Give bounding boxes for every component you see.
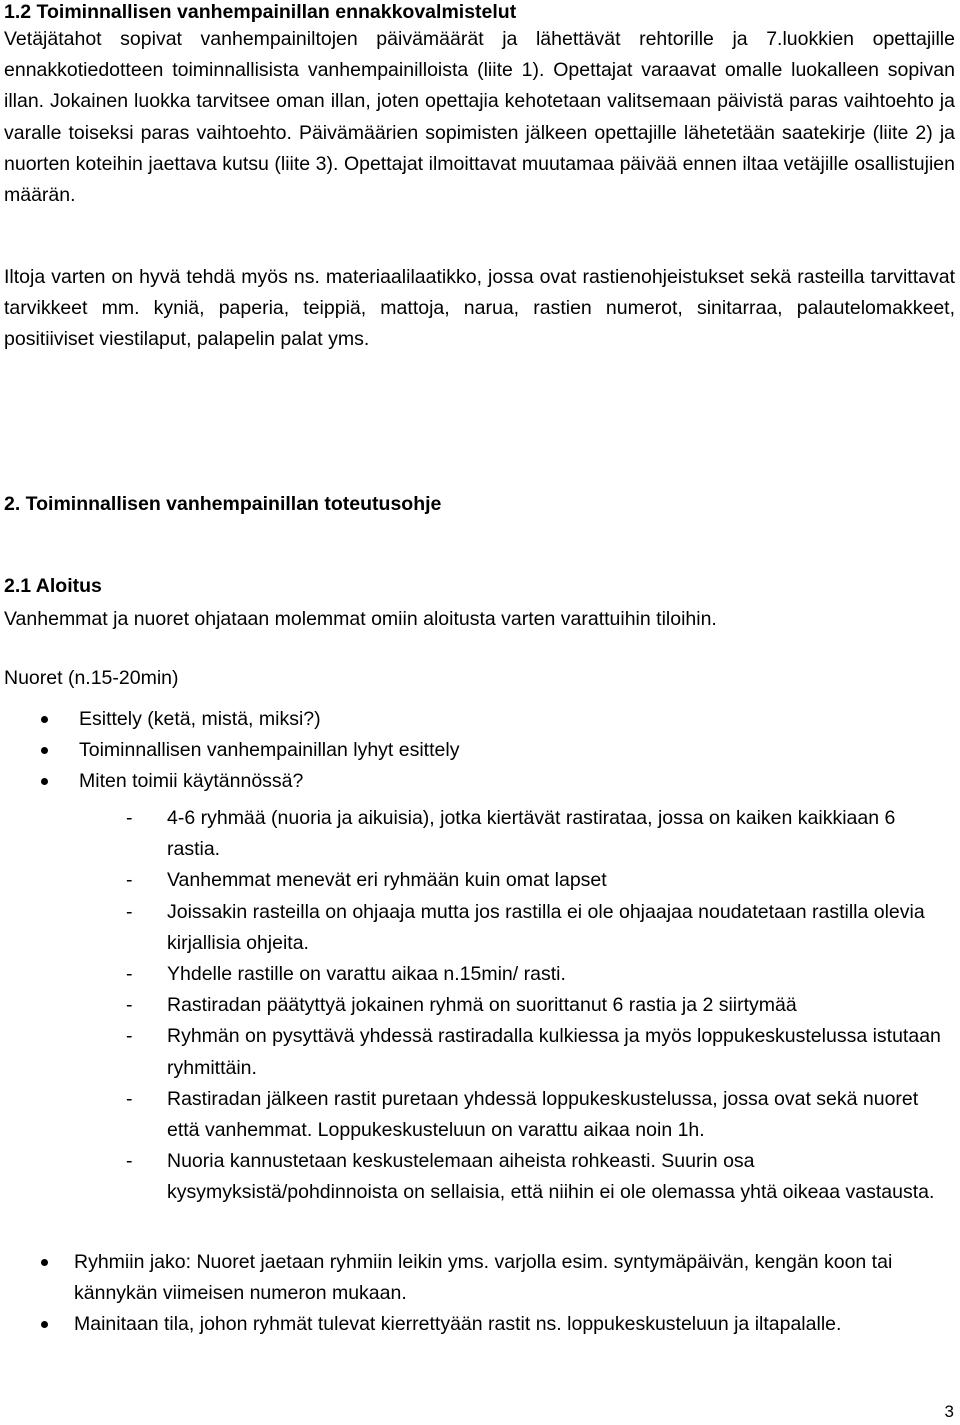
list-item (0, 1021, 960, 1083)
list-item-text: Nuoria kannustetaan keskustelemaan aiheista rohkeasti. Suurin osa kysymyksistä/pohdinnoista on sellaisia, että niihin ei ole olemassa yhtä oikeaa vastausta. (167, 1150, 935, 1204)
dash-marker: - (126, 1025, 133, 1048)
list-item (0, 990, 960, 1021)
grouping-bullet-list (0, 1247, 960, 1341)
youth-heading: Nuoret (n.15-20min) (4, 667, 179, 689)
section-heading-2: 2. Toiminnallisen vanhempainillan toteutusohje (4, 493, 442, 515)
dash-marker: - (126, 869, 133, 892)
dash-marker: - (126, 807, 133, 829)
section-paragraph-preparations: Vetäjätahot sopivat vanhempainiltojen päivämäärät ja lähettävät rehtorille ja 7.luokkien opettajille ennakkotiedotteen toiminnallisista vanhempainilloista (liite 1). Opettajat varaavat omalle luokalleen sopivan illan. Jokainen luokka tarvitsee oman illan, joten opettajia kehotetaan valitsemaan päivistä paras vaihtoehto ja varalle toiseksi paras vaihtoehto. Päivämäärien sopimisten jälkeen opettajille lähetetään saatekirje (liite 2) ja nuorten koteihin jaettava kutsu (liite 3). Opettajat ilmoittavat muutamaa päivää ennen iltaa vetäjille osallistujien määrän. (4, 28, 955, 207)
list-item-text: Yhdelle rastille on varattu aikaa n.15min/ rasti. (167, 963, 566, 986)
youth-bullet-list (0, 704, 960, 798)
list-item (0, 865, 960, 896)
list-item-text: Esittely (ketä, mistä, miksi?) (79, 708, 321, 730)
list-item-text: Joissakin rasteilla on ohjaaja mutta jos rastilla ei ole ohjaajaa noudatetaan rastilla olevia kirjallisia ohjeita. (167, 900, 925, 954)
section-heading-2-1: 2.1 Aloitus (4, 575, 102, 597)
dash-marker: - (126, 1087, 133, 1110)
list-item (0, 897, 960, 959)
list-item-text: Rastiradan jälkeen rastit puretaan yhdessä loppukeskustelussa, jossa ovat sekä nuoret että vanhemmat. Loppukeskusteluun on varattu aikaa noin 1h. (167, 1087, 919, 1142)
list-item (0, 1309, 960, 1340)
list-item-text: Miten toimii käytännössä? (79, 770, 304, 793)
list-item-text: Vanhemmat menevät eri ryhmään kuin omat lapset (167, 869, 607, 892)
section-intro: Vanhemmat ja nuoret ohjataan molemmat omiin aloitusta varten varattuihin tiloihin. (4, 608, 717, 630)
section-heading-1-2: 1.2 Toiminnallisen vanhempainillan ennakkovalmistelut (4, 1, 517, 23)
list-item-text: Ryhmiin jako: Nuoret jaetaan ryhmiin leikin yms. varjolla esim. syntymäpäivän, kengän koon tai kännykän viimeisen numeron mukaan. (74, 1251, 893, 1305)
bullet-icon (41, 1259, 48, 1266)
bullet-icon (41, 747, 48, 754)
list-item-text: 4-6 ryhmää (nuoria ja aikuisia), jotka kiertävät rastirataa, jossa on kaiken kaikkiaan 6 rastia. (167, 807, 896, 861)
list-item (0, 766, 960, 797)
list-item (0, 803, 960, 865)
dash-marker: - (126, 994, 133, 1017)
page-number: 3 (944, 1402, 954, 1421)
how-it-works-list (0, 803, 960, 1209)
bullet-icon (41, 716, 48, 723)
list-item (0, 704, 960, 735)
bullet-icon (41, 778, 48, 785)
list-item (0, 735, 960, 766)
section-paragraph-materials: Iltoja varten on hyvä tehdä myös ns. materiaalilaatikko, jossa ovat rastienohjeistukset sekä rasteilla tarvittavat tarvikkeet mm. kyniä, paperia, teippiä, mattoja, narua, rastien numerot, sinitarraa, palautelomakkeet, positiiviset viestilaput, palapelin palat yms. (4, 266, 955, 351)
dash-marker: - (126, 900, 133, 923)
list-item (0, 1146, 960, 1208)
list-item (0, 1084, 960, 1146)
list-item-text: Ryhmän on pysyttävä yhdessä rastiradalla kulkiessa ja myös loppukeskustelussa istutaan ryhmittäin. (167, 1025, 941, 1079)
dash-marker: - (126, 963, 133, 986)
list-item-text: Rastiradan päätyttyä jokainen ryhmä on suorittanut 6 rastia ja 2 siirtymää (167, 994, 797, 1017)
list-item-text: Mainitaan tila, johon ryhmät tulevat kierrettyään rastit ns. loppukeskusteluun ja iltapalalle. (74, 1313, 842, 1336)
list-item (0, 959, 960, 990)
list-item (0, 1247, 960, 1309)
list-item-text: Toiminnallisen vanhempainillan lyhyt esittely (79, 739, 460, 762)
bullet-icon (41, 1321, 48, 1328)
dash-marker: - (126, 1150, 133, 1173)
